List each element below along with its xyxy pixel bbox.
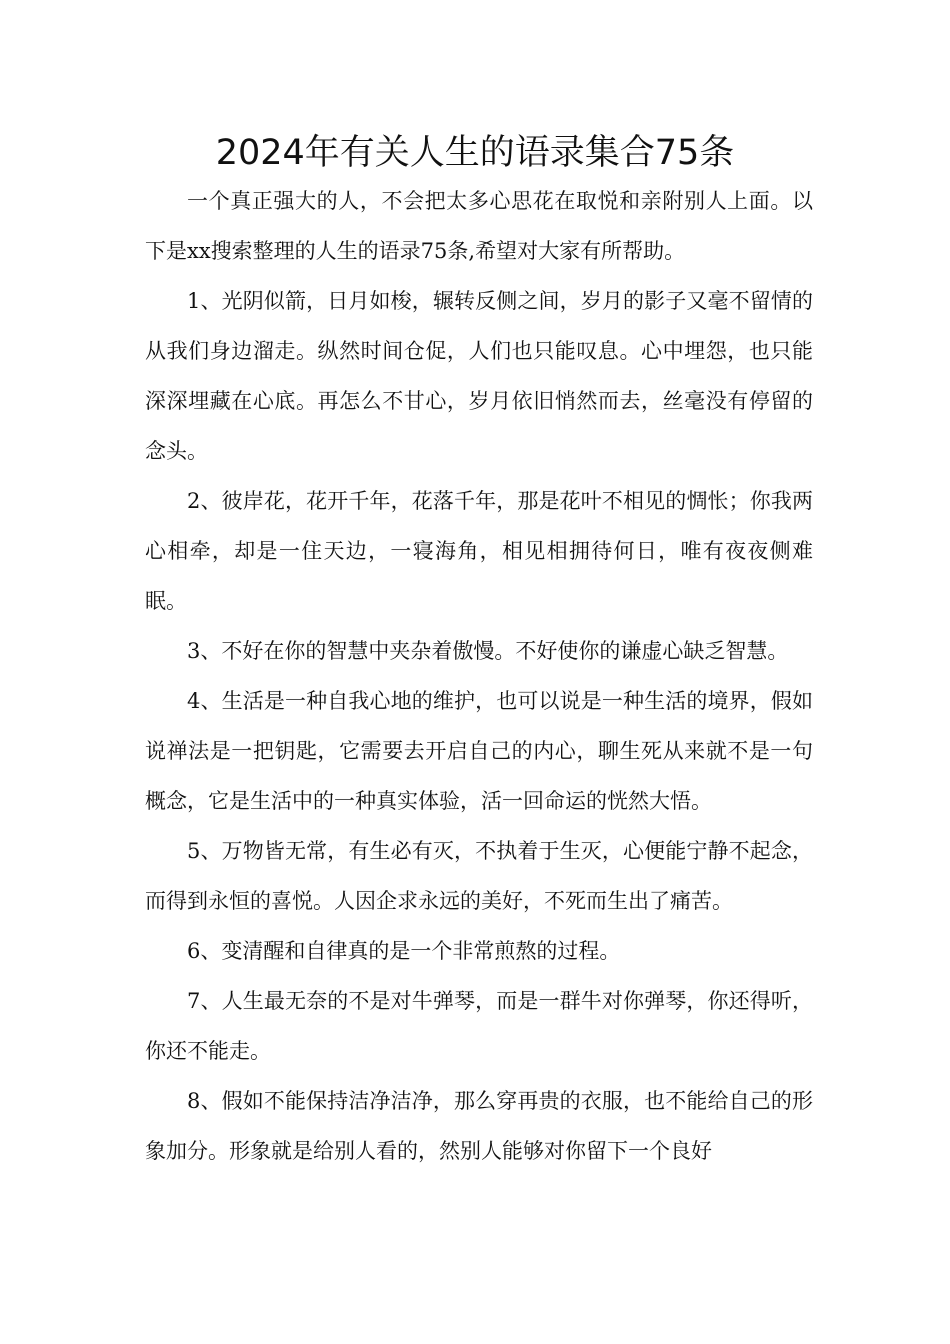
quote-item-1: 1、光阴似箭，日月如梭，辗转反侧之间，岁月的影子又毫不留情的从我们身边溜走。纵然时间仓促，人们也只能叹息。心中埋怨，也只能深深埋藏在心底。再怎么不甘心，岁月依旧悄然而去，丝毫没有停留的念头。 xyxy=(145,289,813,463)
quote-item-8: 8、假如不能保持洁净洁净，那么穿再贵的衣服，也不能给自己的形象加分。形象就是给别人看的，然别人能够对你留下一个良好 xyxy=(145,1089,813,1163)
quote-item-7: 7、人生最无奈的不是对牛弹琴，而是一群牛对你弹琴，你还得听，你还不能走。 xyxy=(145,989,813,1063)
quote-item-4: 4、生活是一种自我心地的维护，也可以说是一种生活的境界，假如说禅法是一把钥匙，它需要去开启自己的内心，聊生死从来就不是一句概念，它是生活中的一种真实体验，活一回命运的恍然大悟。 xyxy=(145,689,813,813)
document-title: 2024年有关人生的语录集合75条 xyxy=(215,133,735,173)
quote-item-5: 5、万物皆无常，有生必有灭，不执着于生灭，心便能宁静不起念，而得到永恒的喜悦。人因企求永远的美好，不死而生出了痛苦。 xyxy=(145,839,813,913)
quote-item-2: 2、彼岸花，花开千年，花落千年，那是花叶不相见的惆怅；你我两心相牵，却是一住天边，一寝海角，相见相拥待何日，唯有夜夜侧难眠。 xyxy=(145,489,813,613)
quote-item-3: 3、不好在你的智慧中夹杂着傲慢。不好使你的谦虚心缺乏智慧。 xyxy=(187,639,789,663)
intro-paragraph: 一个真正强大的人，不会把太多心思花在取悦和亲附别人上面。以下是xx搜索整理的人生的语录75条,希望对大家有所帮助。 xyxy=(145,189,813,263)
document-body xyxy=(145,176,813,1176)
quote-item-6: 6、变清醒和自律真的是一个非常煎熬的过程。 xyxy=(187,939,621,963)
